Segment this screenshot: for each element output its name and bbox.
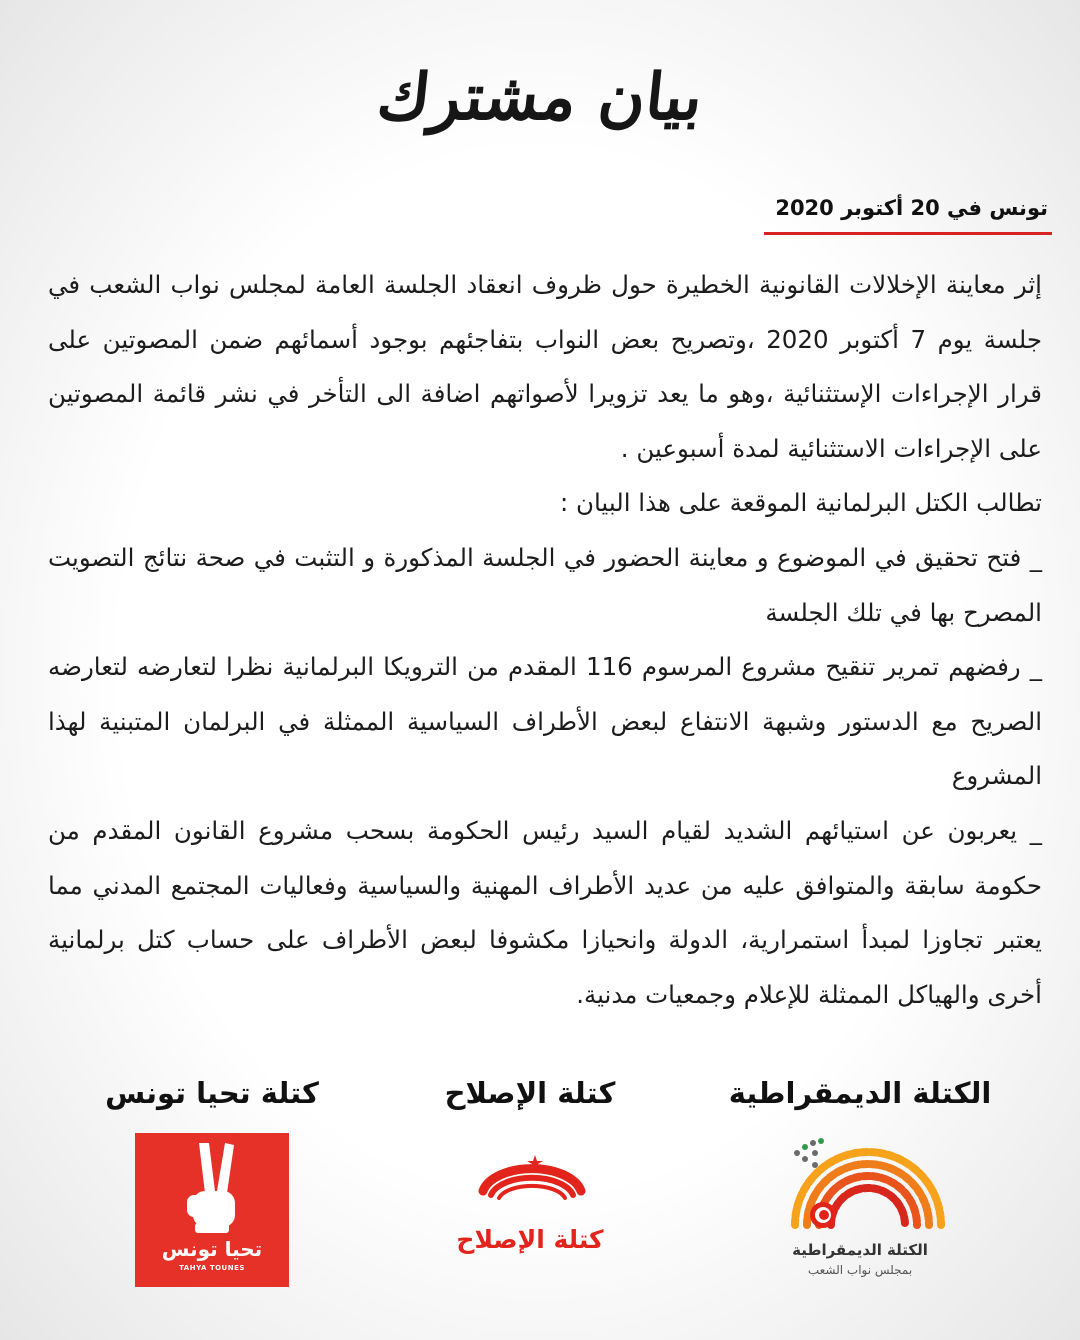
- democratic-logo-subtext: بمجلس نواب الشعب: [807, 1263, 913, 1277]
- paragraph-demand-government: _ يعربون عن استيائهم الشديد لقيام السيد رئيس الحكومة بسحب مشروع القانون المقدم من حكومة سابقة والمتوافق عليه من عديد الأطراف المهنية والسياسية وفعاليات المجتمع المدني مما يعتبر تجاوزا لمبدأ استمرارية، الدولة وانحيازا مكشوفا لبعض الأطراف على حساب كتل برلمانية أخرى والهياكل الممثلة للإعلام وجمعيات مدنية.: [48, 815, 1042, 1009]
- statement-title: بيان مشترك: [373, 60, 707, 135]
- islah-logo: [453, 1133, 607, 1287]
- tahya-logo-latin-text: TAHYA TOUNES: [179, 1264, 245, 1272]
- crescent-star-icon: [453, 1133, 607, 1287]
- date-underline: [764, 232, 1052, 235]
- bloc-islah: [370, 1076, 690, 1254]
- bloc-name-islah: كتلة الإصلاح: [444, 1076, 616, 1110]
- bloc-name-democratic: الكتلة الديمقراطية: [728, 1076, 992, 1110]
- statement-date: تونس في 20 أكتوبر 2020: [775, 196, 1048, 220]
- tahya-logo-arabic-text: تحيا تونس: [161, 1237, 263, 1261]
- democratic-arcs-icon: [775, 1133, 945, 1243]
- bloc-democratic: [700, 1076, 1020, 1277]
- democratic-logo-text: الكتلة الديمقراطية: [792, 1241, 928, 1259]
- signatory-blocs: [0, 1076, 1080, 1336]
- islah-logo-text: كتلة الإصلاح: [456, 1225, 604, 1254]
- paragraph-demand-decree-116: _ رفضهم تمرير تنقيح مشروع المرسوم 116 المقدم من الترويكا البرلمانية نظرا لتعارضه لتعارضه الصريح مع الدستور وشبهة الانتفاع لبعض الأطراف السياسية الممثلة في البرلمان المتبنية لهذا المشروع: [48, 652, 1042, 791]
- democratic-bloc-logo: [775, 1133, 945, 1287]
- bloc-name-tahya-tounes: كتلة تحيا تونس: [105, 1076, 319, 1110]
- statement-body: [48, 258, 1042, 1022]
- bloc-tahya-tounes: [52, 1076, 372, 1272]
- tahya-tounes-logo: [135, 1133, 289, 1287]
- paragraph-intro: إثر معاينة الإخلالات القانونية الخطيرة حول ظروف انعقاد الجلسة العامة لمجلس نواب الشعب في جلسة يوم 7 أكتوبر 2020 ،وتصريح بعض النواب بتفاجئهم بوجود أسمائهم ضمن المصوتين على قرار الإجراءات الإستثنائية ،وهو ما يعد تزويرا لأصواتهم اضافة الى التأخر في نشر قائمة المصوتين على الإجراءات الاستثنائية لمدة أسبوعين .: [48, 270, 1043, 463]
- paragraph-demand-investigation: _ فتح تحقيق في الموضوع و معاينة الحضور في الجلسة المذكورة و التثبت في صحة نتائج التصويت المصرح بها في تلك الجلسة: [48, 542, 1042, 627]
- paragraph-demands-heading: تطالب الكتل البرلمانية الموقعة على هذا البيان :: [559, 488, 1042, 518]
